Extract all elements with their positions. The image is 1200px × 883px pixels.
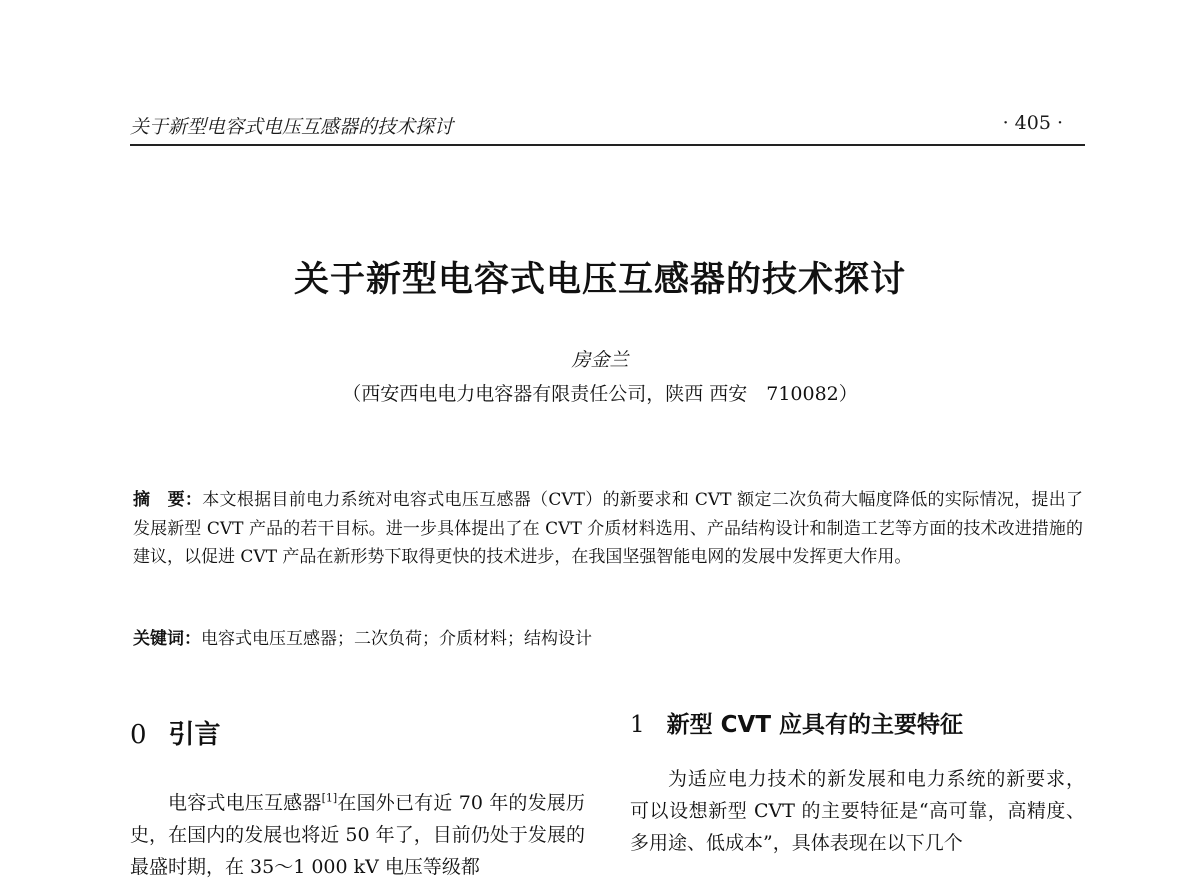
header-rule [130, 144, 1085, 146]
abstract [133, 486, 1083, 572]
running-head-title: 关于新型电容式电压互感器的技术探讨 [130, 116, 454, 138]
author-name: 房金兰 [571, 349, 629, 371]
page-number: · 405 · [1002, 112, 1063, 134]
right-column [630, 706, 1085, 859]
section-1-paragraph: 为适应电力技术的新发展和电力系统的新要求，可以设想新型 CVT 的主要特征是“高可靠，高精度、多用途、低成本”，具体表现在以下几个 [630, 768, 1085, 854]
section-title: 新型 CVT 应具有的主要特征 [666, 712, 964, 738]
paper-title: 关于新型电容式电压互感器的技术探讨 [293, 259, 906, 300]
running-header [130, 112, 1085, 142]
citation-ref: [1] [321, 791, 338, 805]
abstract-label: 摘 要： [133, 490, 203, 510]
intro-paragraph [130, 787, 585, 883]
section-0-heading [130, 714, 585, 751]
section-title: 引言 [168, 720, 221, 750]
intro-text-b: 在国外已有近 70 年的发展历史，在国内的发展也将近 50 年了，目前仍处于发展的最盛时期，在 35～1 000 kV 电压等级都 [130, 792, 585, 878]
section-number: 0 [130, 720, 147, 750]
author-affiliation: （西安西电电力电容器有限责任公司，陕西 西安 710082） [342, 383, 858, 405]
section-number: 1 [630, 712, 645, 738]
intro-text-a: 电容式电压互感器 [168, 792, 322, 814]
section-1-heading [630, 706, 1085, 739]
left-column [130, 714, 585, 883]
abstract-text: 本文根据目前电力系统对电容式电压互感器（CVT）的新要求和 CVT 额定二次负荷大幅度降低的实际情况，提出了发展新型 CVT 产品的若干目标。进一步具体提出了在 CVT 介质材料选用、产品结构设计和制造工艺等方面的技术改进措施的建议，以促进 CVT 产品在新形势下取得更快的技术进步，在我国坚强智能电网的发展中发挥更大作用。 [133, 490, 1083, 567]
keywords [133, 624, 1083, 649]
keywords-text: 电容式电压互感器；二次负荷；介质材料；结构设计 [201, 629, 592, 649]
keywords-label: 关键词： [133, 629, 201, 649]
